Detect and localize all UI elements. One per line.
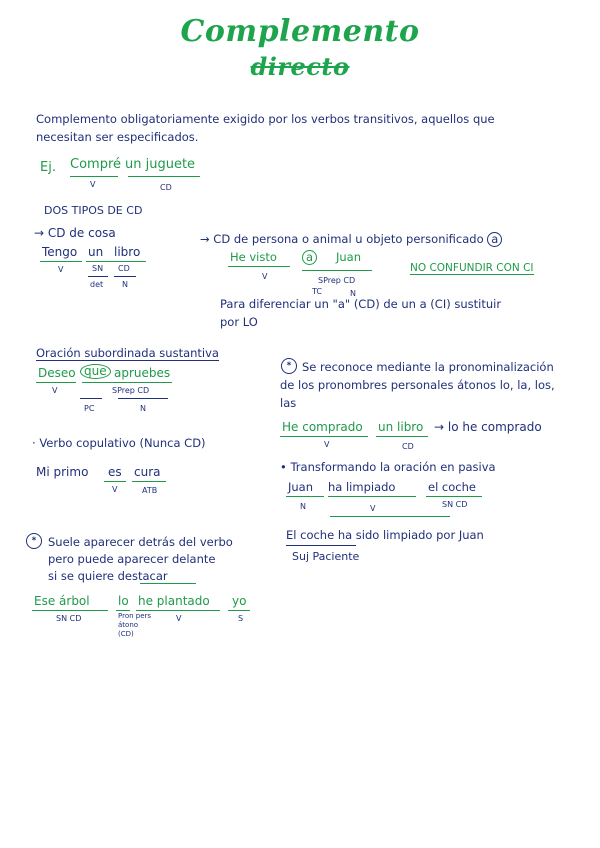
delante-w3: he plantado [138,594,210,608]
sub-label-n: N [140,404,146,413]
types-heading: DOS TIPOS DE CD [44,204,143,217]
pron-line2: de los pronombres personales átonos lo, la, los, [280,378,555,392]
definition-line2: necesitan ser especificados. [36,130,199,144]
pasiva-cd-line [426,496,482,497]
sub-rest: apruebes [114,366,171,380]
pron-ex-verb: He comprado [282,420,363,434]
pasiva-heading: • Transformando la oración en pasiva [280,460,496,474]
cop-w3: cura [134,465,161,479]
pron-label-cd: CD [402,442,414,451]
delante-lo-line [116,610,130,611]
example-verb: Compré [70,157,122,172]
cosa-heading: → CD de cosa [34,226,116,240]
delante-label-pron: Pron pers átono (CD) [118,612,152,638]
sub-que: que [80,364,111,379]
persona-label-v: V [262,272,268,281]
cop-atb-line [132,481,166,482]
persona-label-sprep: SPrep CD [318,276,356,285]
delante-sn-line [32,610,108,611]
sub-label-pc: PC [84,404,95,413]
sub-heading: Oración subordinada sustantiva [36,346,219,360]
cosa-label-v: V [58,265,64,274]
pasiva-label-v: V [370,504,376,513]
pasiva-cd: el coche [428,480,476,494]
asterisk-badge-icon: * [281,358,297,374]
pasiva-label-n: N [300,502,306,511]
pasiva-v: ha limpiado [328,480,396,494]
pasiva-label-sncd: SN CD [442,500,468,509]
page-subtitle [0,52,600,81]
cop-heading: · Verbo copulativo (Nunca CD) [32,436,206,450]
cop-w2: es [108,465,122,479]
sub-verb: Deseo [38,366,76,380]
pron-ex-result: → lo he comprado [434,420,542,434]
pron-line3: las [280,396,297,410]
cosa-label-cd: CD [118,264,130,273]
cosa-det-line [88,276,108,277]
page-title [0,14,600,49]
title-line1: Complemento [180,14,420,49]
sub-sprep-line [82,382,172,383]
persona-noun: Juan [336,250,362,264]
cosa-verb-line [40,261,82,262]
persona-prep: a [302,250,317,265]
cosa-verb: Tengo [42,245,78,259]
title-line2: directo [250,52,350,81]
persona-warning: NO CONFUNDIR CON CI [410,262,534,274]
pron-label-v: V [324,440,330,449]
cosa-sn-line [86,261,146,262]
cop-w1: Mi primo [36,465,89,479]
pron-line1: Se reconoce mediante la pronominalización [302,360,554,374]
sub-n-line [118,398,168,399]
persona-verb-line [228,266,290,267]
pron-verb-line [280,436,368,437]
sub-label-v: V [52,386,58,395]
persona-note2: por LO [220,315,258,329]
example-label-v: V [90,180,96,189]
cosa-label-n: N [122,280,128,289]
cosa-label-sn: SN [92,264,104,273]
persona-mark: a [487,232,502,247]
persona-label-tc: TC [312,287,323,296]
example-cd-line [128,176,200,177]
sub-label-sprep: SPrep CD [112,386,150,395]
persona-heading: → CD de persona o animal u objeto personificado a [200,232,502,247]
cosa-noun: libro [114,245,141,259]
example-verb-line [70,176,118,177]
persona-note1: Para diferenciar un "a" (CD) de un a (CI) sustituir [220,297,502,311]
persona-label-n: N [350,289,356,298]
cop-label-atb: ATB [142,486,158,495]
definition-line1: Complemento obligatoriamente exigido por los verbos transitivos, aquellos que [36,112,495,126]
delante-label-s: S [238,614,244,623]
pasiva-s-line [286,496,324,497]
delante-label-v: V [176,614,182,623]
pasiva-arrow-line [330,516,450,517]
delante-s-line [228,610,250,611]
example-label-cd: CD [160,183,172,192]
asterisk-badge-2-icon: * [26,533,42,549]
pasiva-s: Juan [288,480,314,494]
pron-ex-cd: un libro [378,420,424,434]
cosa-det: un [88,245,104,259]
sub-verb-line [36,382,76,383]
delante-line1: Suele aparecer detrás del verbo [48,535,233,549]
cosa-n-line [114,276,136,277]
delante-line2: pero puede aparecer delante [48,552,216,566]
delante-w2: lo [118,594,129,608]
pasiva-suj-line [286,545,356,546]
sub-pc-line [80,398,102,399]
pasiva-suj: Suj Paciente [292,550,360,563]
delante-w1: Ese árbol [34,594,90,608]
persona-verb: He visto [230,250,277,264]
delante-line3: si se quiere destacar [48,569,168,583]
delante-v-line [136,610,220,611]
cop-v-line [104,481,126,482]
delante-w4: yo [232,594,247,608]
pasiva-v-line [328,496,416,497]
example-cd: un juguete [125,157,196,172]
delante-destacar-line [140,583,196,584]
cop-label-v: V [112,485,118,494]
pasiva-result: El coche ha sido limpiado por Juan [286,528,484,542]
cosa-label-det: det [90,280,104,289]
delante-label-sncd: SN CD [56,614,82,623]
example-ej: Ej. [40,160,56,175]
pron-cd-line [376,436,428,437]
persona-sprep-line [302,270,372,271]
